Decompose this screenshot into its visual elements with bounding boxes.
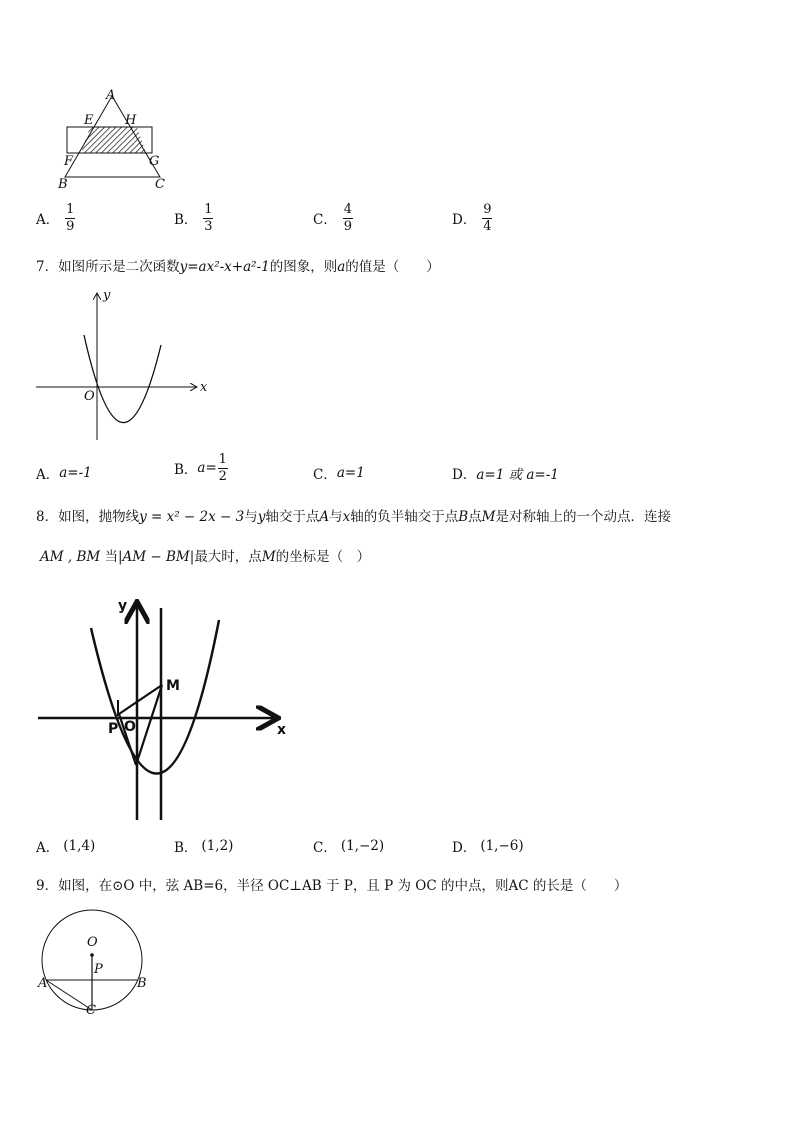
q8-y-label: y	[118, 598, 128, 614]
label-A: A	[106, 88, 116, 103]
label-B: B	[58, 177, 68, 192]
q6-option-d: D． $\frac{9}{4}$	[452, 202, 492, 234]
q8-origin-label: O	[124, 719, 136, 735]
q8-stem-line2: AM , BM 当|AM − BM|最大时，点M的坐标是（ ）	[40, 549, 371, 565]
q9-label-B: B	[137, 976, 147, 991]
q7-y-label: y	[103, 288, 111, 303]
q8-stem-line1: 8．如图，抛物线y = x² − 2x − 3与y轴交于点A与x轴的负半轴交于点B点M是对称轴上的一个动点．连接	[36, 509, 671, 525]
q7-option-c: C． a=1	[313, 465, 365, 483]
q8-x-label: x	[277, 722, 287, 738]
q9-label-A: A	[38, 976, 48, 991]
q7-origin-label: O	[84, 389, 95, 404]
label-C: C	[155, 177, 165, 192]
q8-option-b: B． (1,2)	[174, 838, 234, 856]
q7-parabola-graph	[36, 290, 216, 445]
q8-option-d: D． (1,−6)	[452, 838, 524, 856]
q8-option-a: A． (1,4)	[36, 838, 96, 856]
q7-x-label: x	[200, 380, 208, 395]
label-F: F	[64, 154, 74, 169]
q6-option-b: B． $\frac{1}{3}$	[174, 202, 213, 234]
label-G: G	[149, 154, 160, 169]
q7-stem: 7．如图所示是二次函数y=ax²-x+a²-1的图象，则a的值是（ ）	[36, 259, 440, 275]
q7-option-a: A． a=-1	[36, 465, 92, 483]
q9-label-C: C	[86, 1003, 96, 1018]
q9-label-O: O	[87, 935, 98, 950]
label-H: H	[125, 113, 137, 128]
q6-option-a: A． $\frac{1}{9}$	[36, 202, 75, 234]
label-E: E	[84, 113, 94, 128]
q8-option-c: C． (1,−2)	[313, 838, 385, 856]
q9-label-P: P	[94, 962, 103, 977]
q8-parabola-graph	[36, 598, 286, 823]
q8-m-label: M	[166, 678, 180, 694]
q9-stem: 9．如图，在⊙O 中，弦 AB=6，半径 OC⊥AB 于 P，且 P 为 OC 的中点，则AC 的长是（ ）	[36, 878, 628, 894]
q6-option-c: C． $\frac{4}{9}$	[313, 202, 352, 234]
q8-p-label: P	[108, 721, 119, 737]
q7-option-d: D． a=1 或 a=-1	[452, 467, 559, 483]
q7-option-b: B． a= $\frac{1}{2}$	[174, 452, 227, 484]
